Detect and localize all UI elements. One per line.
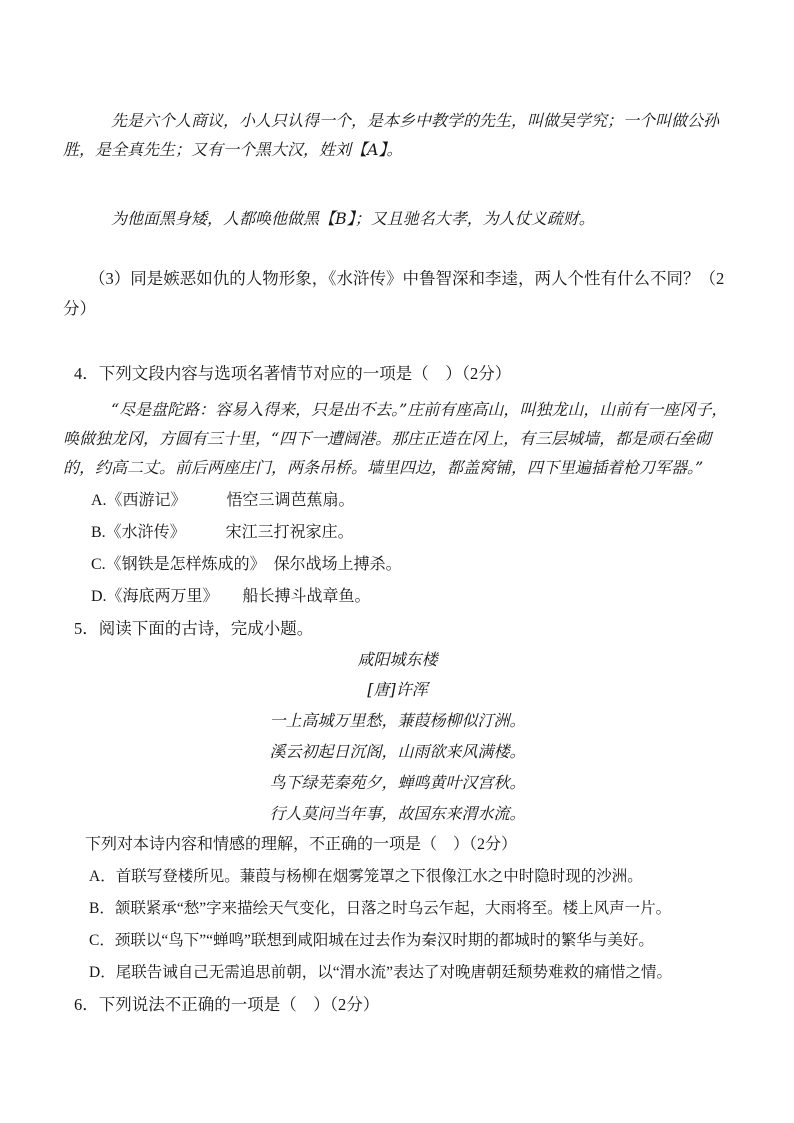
question-5-option-c: C．颈联以“鸟下”“蝉鸣”联想到咸阳城在过去作为秦汉时期的都城时的繁华与美好。 bbox=[89, 932, 654, 949]
question-5-stem: 5．阅读下面的古诗，完成小题。 bbox=[74, 619, 314, 638]
question-5-option-b: B．颔联紧承“愁”字来描绘天气变化，日落之时乌云乍起，大雨将至。楼上风声一片。 bbox=[89, 900, 672, 917]
novel-excerpt-paragraph-2: 为他面黑身矮，人都唤他做黑【B】；又且驰名大孝，为人仗义疏财。 bbox=[111, 209, 595, 228]
question-5-options bbox=[63, 861, 732, 989]
novel-excerpt-paragraph-1: 先是六个人商议，小人只认得一个，是本乡中教学的先生，叫做吴学究；一个叫做公孙胜，是全真先生；又有一个黑大汉，姓刘【A】。 bbox=[63, 111, 720, 159]
question-5-substem: 下列对本诗内容和情感的理解，不正确的一项是（ ）（2分） bbox=[85, 836, 518, 853]
question-4-stem: 4．下列文段内容与选项名著情节对应的一项是（ ）（2分） bbox=[74, 364, 512, 383]
question-4-option-c: C.《钢铁是怎样炼成的》 保尔战场上搏杀。 bbox=[91, 556, 402, 573]
question-4-passage: “尽是盘陀路：容易入得来，只是出不去。”庄前有座高山，叫独龙山，山前有一座冈子，唤做独龙冈，方圆有三十里，“四下一遭阔港。那庄正造在冈上，有三层城墙，都是顽石垒砌的，约高二丈。前后两座庄门，两条吊桥。墙里四边，都盖窝铺，四下里遍插着枪刀军器。” bbox=[63, 400, 728, 477]
poem-block bbox=[63, 645, 732, 829]
question-4-option-a: A.《西游记》 悟空三调芭蕉扇。 bbox=[91, 492, 355, 509]
poem-line-4: 行人莫问当年事，故国东来渭水流。 bbox=[269, 804, 526, 823]
poem-author: [唐]许浑 bbox=[367, 680, 428, 699]
question-5-option-d: D．尾联告诫自己无需追思前朝，以“渭水流”表达了对晚唐朝廷颓势难救的痛惜之情。 bbox=[89, 964, 672, 981]
question-5-option-a: A．首联写登楼所见。蒹葭与杨柳在烟雾笼罩之下很像江水之中时隐时现的沙洲。 bbox=[89, 868, 643, 885]
poem-line-1: 一上高城万里愁，蒹葭杨柳似汀洲。 bbox=[269, 711, 526, 730]
question-4-options bbox=[63, 485, 732, 613]
poem-line-2: 溪云初起日沉阁，山雨欲来风满楼。 bbox=[269, 742, 526, 761]
question-4-option-d: D.《海底两万里》 船长搏斗战章鱼。 bbox=[91, 588, 371, 605]
question-4-option-b: B.《水浒传》 宋江三打祝家庄。 bbox=[91, 524, 354, 541]
question-3-text: （3）同是嫉恶如仇的人物形象，《水浒传》中鲁智深和李逵，两人个性有什么不同？（2分） bbox=[63, 269, 725, 318]
poem-line-3: 鸟下绿芜秦苑夕，蝉鸣黄叶汉宫秋。 bbox=[269, 773, 526, 792]
poem-title: 咸阳城东楼 bbox=[357, 650, 438, 669]
question-6-stem: 6．下列说法不正确的一项是（ ）（2分） bbox=[74, 995, 380, 1014]
